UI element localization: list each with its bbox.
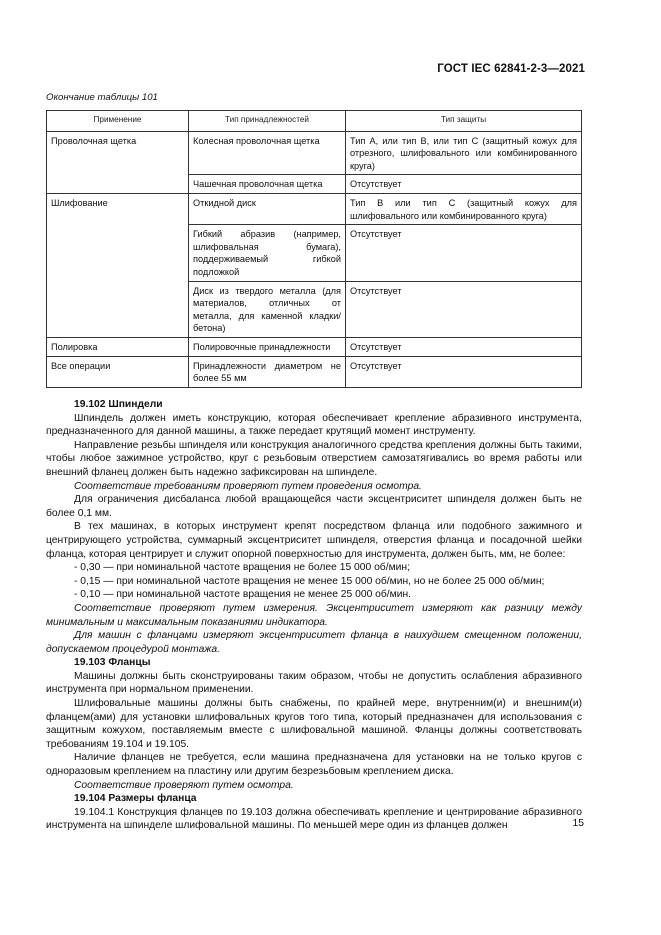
paragraph: 19.104.1 Конструкция фланцев по 19.103 должна обеспечивать крепление и центрирование абразивного инструмента на шпинделе шлифовальной машины. По меньшей мере один из фланцев должен bbox=[46, 806, 582, 832]
table-caption: Окончание таблицы 101 bbox=[46, 92, 158, 103]
column-header-protection: Тип защиты bbox=[346, 111, 582, 132]
section-heading-19-104: 19.104 Размеры фланца bbox=[74, 793, 197, 805]
cell-accessory: Принадлежности диаметром не более 55 мм bbox=[189, 356, 346, 387]
paragraph: Для ограничения дисбаланса любой вращающейся части эксцентриситет шпинделя должен быть не более 0,1 мм. bbox=[46, 494, 582, 519]
compliance-note: Для машин с фланцами измеряют эксцентриситет фланца в наихудшем смещенном положении, допускаемом процедурой монтажа. bbox=[46, 630, 582, 655]
cell-protection: Отсутствует bbox=[346, 337, 582, 356]
compliance-note: Соответствие проверяют путем осмотра. bbox=[74, 779, 294, 791]
list-item: - 0,30 — при номинальной частоте вращения не более 15 000 об/мин; bbox=[74, 562, 410, 574]
section-heading-19-102: 19.102 Шпиндели bbox=[74, 399, 163, 410]
paragraph: Шлифовальные машины должны быть снабжены, по крайней мере, внутренним(и) и внешним(и) фланцем(ами) для установки шлифовальных кругов того типа, который предназначен для использования с защитным кожухом, поставляемым вместе с шлифовальной машиной. Фланцы должны соответствовать требованиям 19.104 и 19.105. bbox=[46, 698, 582, 750]
cell-accessory: Гибкий абразив (например, шлифовальная бумага), поддерживаемый гибкой подложкой bbox=[189, 225, 346, 281]
body-text bbox=[46, 398, 582, 833]
cell-protection: Отсутствует bbox=[346, 356, 582, 387]
list-item: - 0,15 — при номинальной частоте вращения не менее 15 000 об/мин, но не более 25 000 об/мин; bbox=[74, 575, 545, 587]
column-header-application: Применение bbox=[47, 111, 189, 132]
list-item: - 0,10 — при номинальной частоте вращения не менее 25 000 об/мин. bbox=[74, 589, 412, 601]
paragraph: Шпиндель должен иметь конструкцию, которая обеспечивает крепление абразивного инструмента, предназначенного для данной машины, а также передает крутящий момент инструменту. bbox=[46, 412, 582, 438]
cell-accessory: Чашечная проволочная щетка bbox=[189, 175, 346, 194]
compliance-note: Соответствие проверяют путем измерения. Эксцентриситет измеряют как разницу между минимальным и максимальным показаниями индикатора. bbox=[46, 602, 582, 628]
compliance-note: Соответствие требованиям проверяют путем проведения осмотра. bbox=[74, 480, 422, 492]
cell-application: Все операции bbox=[47, 356, 189, 387]
table-header-row bbox=[47, 111, 582, 132]
paragraph: В тех машинах, в которых инструмент крепят посредством фланца или подобного зажимного и центрирующего устройства, суммарный эксцентриситет шпинделя, отверстия фланца и посадочной шейки фланца, которая центрирует и служит опорной поверхностью для инструмента, должен быть, мм, не более: bbox=[46, 521, 582, 560]
cell-protection: Отсутствует bbox=[346, 225, 582, 281]
cell-accessory: Диск из твердого металла (для материалов, отличных от металла, для каменной кладки/бетона) bbox=[189, 281, 346, 337]
cell-protection: Отсутствует bbox=[346, 175, 582, 194]
cell-protection: Отсутствует bbox=[346, 281, 582, 337]
cell-accessory: Откидной диск bbox=[189, 193, 346, 224]
table-row bbox=[47, 193, 582, 224]
cell-protection: Тип B или тип C (защитный кожух для шлифовального или комбинированного круга) bbox=[346, 193, 582, 224]
paragraph: Машины должны быть сконструированы таким образом, чтобы не допустить ослабления абразивного инструмента при нормальном применении. bbox=[46, 670, 582, 696]
table-101 bbox=[46, 110, 582, 388]
cell-application: Проволочная щетка bbox=[47, 131, 189, 193]
cell-application: Шлифование bbox=[47, 193, 189, 337]
paragraph: Наличие фланцев не требуется, если машина предназначена для установки на не только кругов с одноразовым креплением на пластину или другим безрезьбовым креплением диска. bbox=[46, 752, 582, 778]
table-row bbox=[47, 131, 582, 175]
page-number: 15 bbox=[572, 818, 584, 829]
section-heading-19-103: 19.103 Фланцы bbox=[74, 657, 151, 669]
table-row bbox=[47, 337, 582, 356]
paragraph: Направление резьбы шпинделя или конструкция аналогичного средства крепления должны быть такими, чтобы любое зажимное устройство, круг с резьбовым отверстием самозатягивались во время работы или внешний фланец должен быть надежно зафиксирован на шпинделе. bbox=[46, 439, 582, 478]
cell-accessory: Колесная проволочная щетка bbox=[189, 131, 346, 175]
table-row bbox=[47, 356, 582, 387]
standard-designation: ГОСТ IEC 62841-2-3—2021 bbox=[437, 63, 585, 75]
cell-accessory: Полировочные принадлежности bbox=[189, 337, 346, 356]
cell-protection: Тип A, или тип B, или тип C (защитный кожух для отрезного, шлифовального или комбинированного круга) bbox=[346, 131, 582, 175]
cell-application: Полировка bbox=[47, 337, 189, 356]
column-header-accessory: Тип принадлежностей bbox=[189, 111, 346, 132]
